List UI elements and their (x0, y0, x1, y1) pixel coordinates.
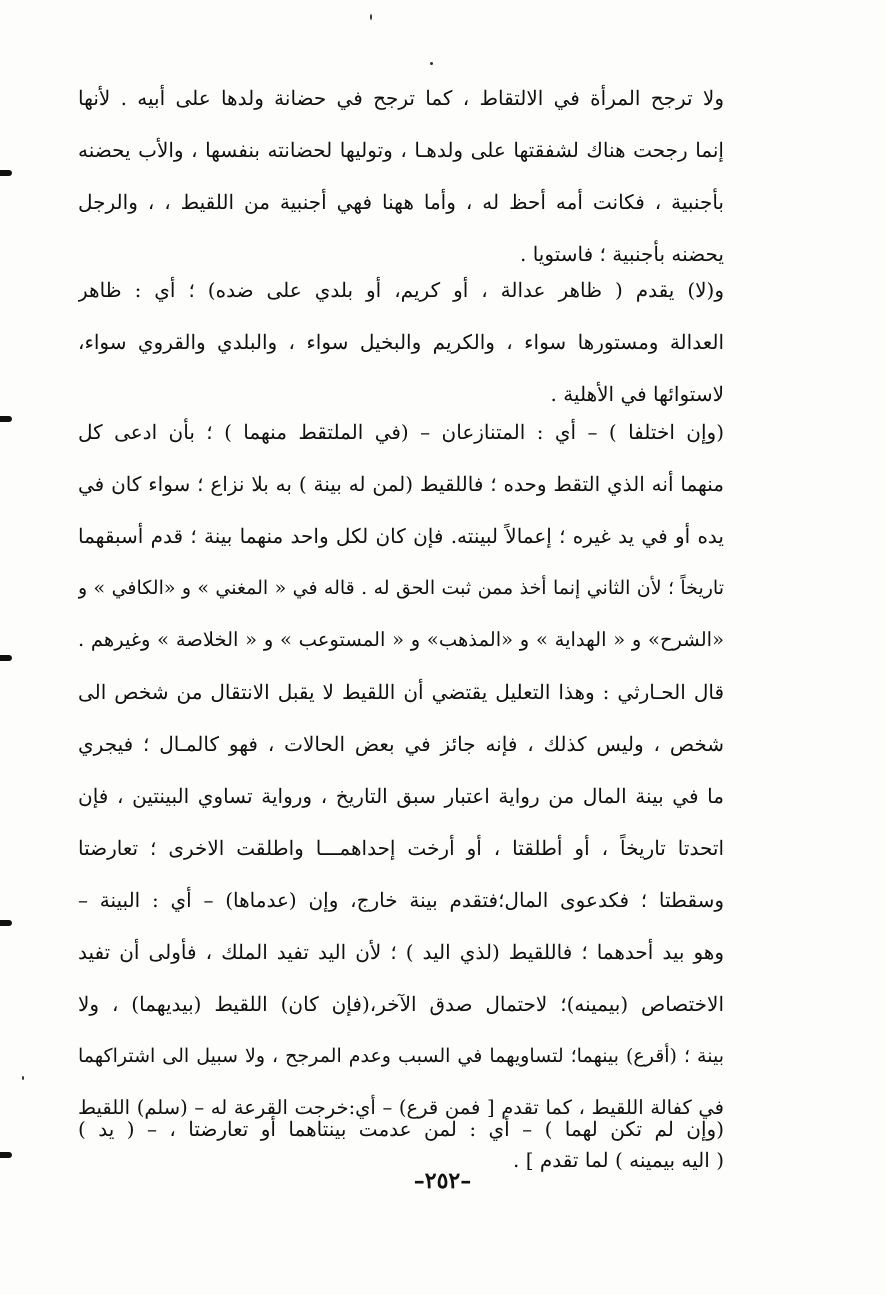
margin-binding-mark (0, 416, 12, 422)
text-line: تاريخاً ؛ لأن الثاني إنما أخذ ممن ثبت الحق له . قاله في « المغني » و «الكافي » و (78, 577, 724, 599)
text-line: في كفالة اللقيط ، كما تقدم [ فمن قرع) – أي:خرجت القرعة له – (سلم) اللقيط (78, 1096, 724, 1119)
scan-speck (22, 1076, 24, 1080)
text-line: الاختصاص (بيمينه)؛ لاحتمال صدق الآخر،(فإن كان) اللقيط (بيديهما) ، ولا (78, 992, 724, 1016)
paragraph-2 (78, 264, 724, 420)
paragraph-1 (78, 72, 724, 280)
text-line: (وإن لم تكن لهما ) – أي : لمن عدمت بينتاهما أو تعارضتا ، – ( يد ) (78, 1117, 724, 1141)
margin-binding-mark (0, 1152, 12, 1158)
text-line: قال الحـارثي : وهذا التعليل يقتضي أن اللقيط لا يقبل الانتقال من شخص الى (78, 680, 724, 704)
text-line: وهو بيد أحدهما ؛ فاللقيط (لذي اليد ) ؛ لأن اليد تفيد الملك ، فأولى أن تفيد (78, 940, 724, 964)
margin-binding-mark (0, 655, 12, 661)
text-line: ما في بينة المال من رواية اعتبار سبق التاريخ ، ورواية تساوي البينتين ، فإن (78, 784, 724, 808)
text-line: شخص ، وليس كذلك ، فإنه جائز في بعض الحالات ، فهو كالمـال ؛ فيجري (78, 732, 724, 756)
margin-binding-mark (0, 170, 12, 176)
text-line: ( اليه بيمينه ) لما تقدم ] . (513, 1148, 724, 1172)
margin-binding-mark (0, 920, 12, 926)
text-line: إنما رجحت هناك لشفقتها على ولدهـا ، وتوليها لحضانته بنفسها ، والأب يحضنه (78, 138, 724, 162)
text-line: يحضنه بأجنبية ؛ فاستويا . (519, 242, 724, 266)
text-line: العدالة ومستورها سواء ، والكريم والبخيل سواء ، والبلدي والقروي سواء، (78, 330, 724, 354)
page-number: –٢٥٢– (413, 1168, 472, 1194)
scan-speck (370, 14, 372, 20)
text-line: لاستوائها في الأهلية . (550, 382, 724, 406)
text-line: يده أو في يد غيره ؛ إعمالاً لبينته. فإن كان لكل واحد منهما بينة ؛ قدم أسبقهما (78, 524, 724, 548)
text-line: (وإن اختلفا ) – أي : المتنازعان – (في الملتقط منهما ) ؛ بأن ادعى كل (78, 420, 724, 444)
paragraph-4 (78, 1103, 724, 1155)
scan-speck (430, 62, 433, 65)
text-line: و(لا) يقدم ( ظاهر عدالة ، أو كريم، أو بلدي على ضده) ؛ أي : ظاهر (78, 278, 724, 302)
text-line: بينة ؛ (أقرع) بينهما؛ لتساويهما في السبب وعدم المرجح ، ولا سبيل الى اشتراكهما (78, 1045, 724, 1067)
text-line: «الشرح» و « الهداية » و «المذهب» و « المستوعب » و « الخلاصة » وغيرهم . (78, 628, 724, 651)
text-line: منهما أنه الذي التقط وحده ؛ فاللقيط (لمن له بينة ) به بلا نزاع ؛ سواء كان في (78, 472, 724, 496)
text-line: اتحدتا تاريخاً ، أو أطلقتا ، أو أرخت إحداهمـــا واطلقت الاخرى ؛ تعارضتا (78, 836, 724, 860)
text-line: وسقطتا ؛ فكدعوى المال؛فتقدم بينة خارج، وإن (عدماها) – أي : البينة – (78, 888, 724, 912)
text-line: بأجنبية ، فكانت أمه أحظ له ، وأما ههنا فهي أجنبية من اللقيط ، ، والرجل (78, 190, 724, 214)
paragraph-3 (78, 406, 724, 1186)
text-line: ولا ترجح المرأة في الالتقاط ، كما ترجح في حضانة ولدها على أبيه . لأنها (78, 86, 724, 110)
